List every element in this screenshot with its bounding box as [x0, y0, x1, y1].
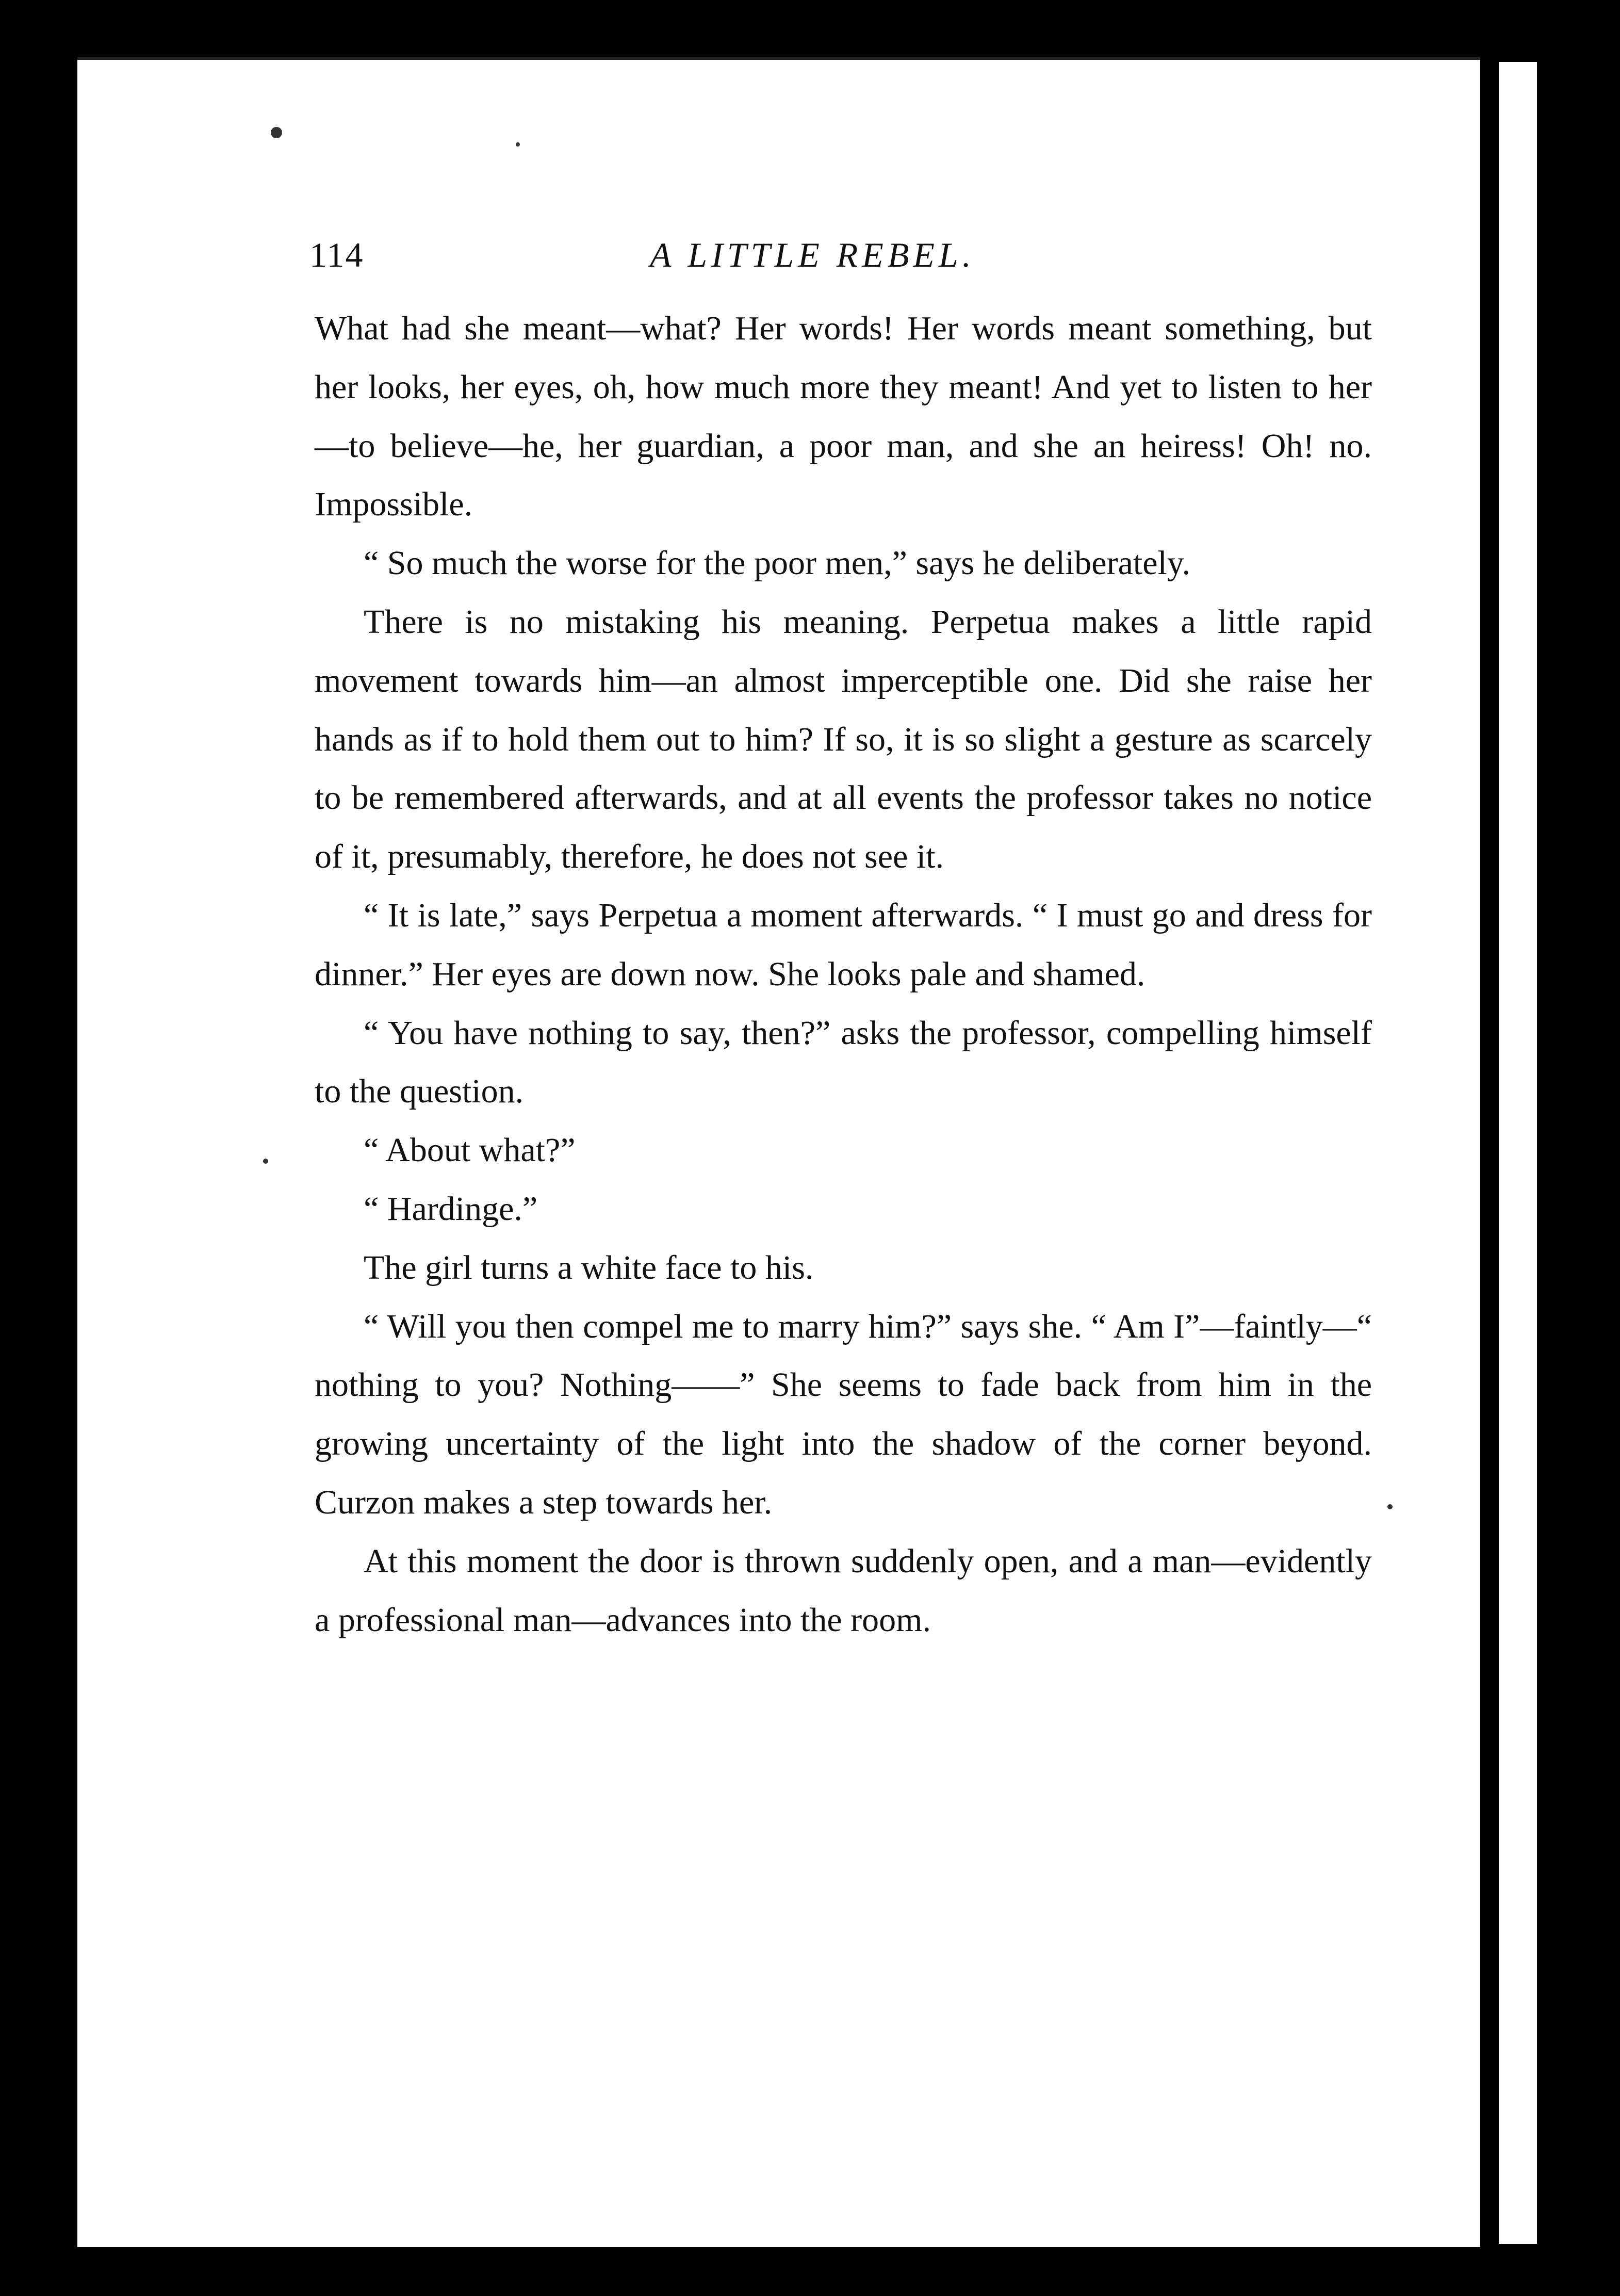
paragraph: “ You have nothing to say, then?” asks the professor, compelling himself to the question.	[315, 1014, 1372, 1111]
running-head	[309, 235, 1372, 281]
paragraph: “ So much the worse for the poor men,” says he deliberately.	[364, 544, 1191, 582]
ink-speck	[516, 142, 520, 146]
paragraph: “ Will you then compel me to marry him?” says she. “ Am I”—faintly—“ nothing to you? Nothing——” She seems to fade back from him in the growing uncertainty of the light into the shadow of the corner beyond. Curzon makes a step towards her.	[315, 1307, 1372, 1521]
ink-speck	[1387, 1504, 1393, 1509]
book-title: A LITTLE REBEL.	[650, 235, 975, 274]
page-number: 114	[309, 235, 364, 274]
ink-speck	[263, 1159, 268, 1164]
next-page-edge	[1496, 62, 1537, 2244]
paragraph: There is no mistaking his meaning. Perpetua makes a little rapid movement towards him—an almost imperceptible one. Did she raise her hands as if to hold them out to him? If so, it is so slight a gesture as scarcely to be remembered afterwards, and at all events the professor takes no notice of it, presumably, therefore, he does not see it.	[315, 603, 1372, 876]
ornament-speck	[271, 127, 282, 138]
paragraph: “ It is late,” says Perpetua a moment afterwards. “ I must go and dress for dinner.” Her eyes are down now. She looks pale and shamed.	[315, 896, 1372, 993]
paragraph: “ Hardinge.”	[364, 1190, 538, 1228]
body-text	[315, 299, 1372, 1649]
paragraph: “ About what?”	[364, 1131, 576, 1169]
page-spine-shadow	[1480, 57, 1499, 2244]
paragraph: What had she meant—what? Her words! Her words meant something, but her looks, her eyes, oh, how much more they meant! And yet to listen to her—to believe—he, her guardian, a poor man, and she an heiress! Oh! no. Impossible.	[315, 310, 1372, 524]
paragraph: At this moment the door is thrown suddenly open, and a man—evidently a professional man—advances into the room.	[315, 1542, 1372, 1639]
paragraph: The girl turns a white face to his.	[364, 1248, 814, 1287]
